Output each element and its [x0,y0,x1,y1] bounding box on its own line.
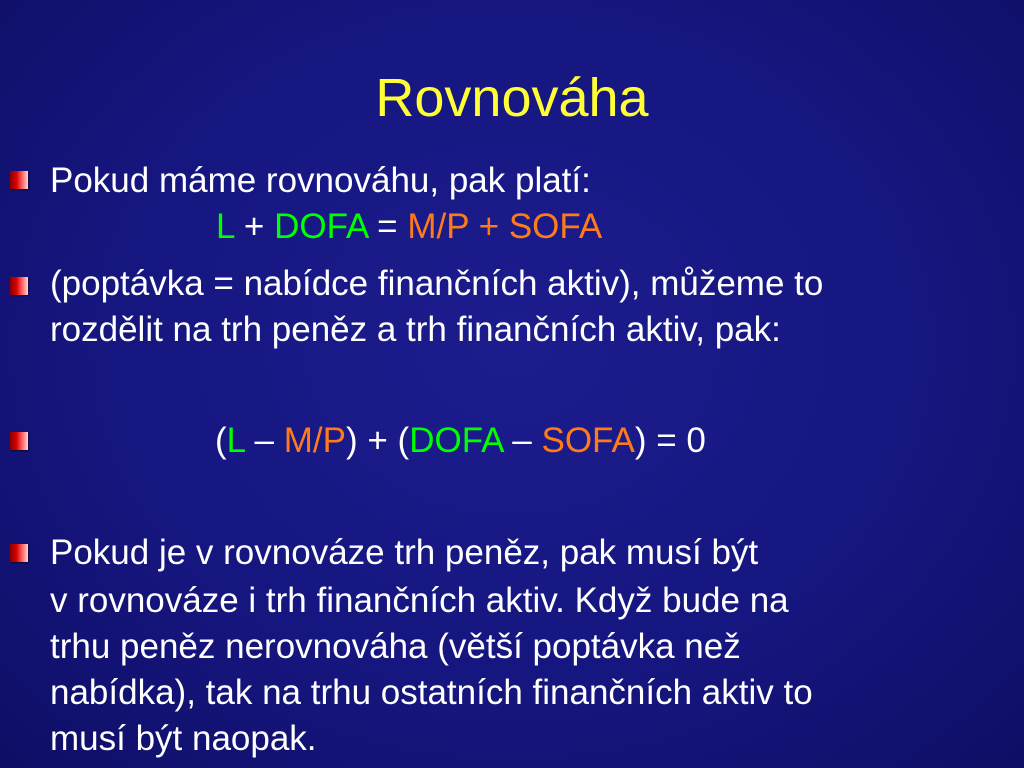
bullet-2-line-2: rozdělit na trh peněz a trh finančních aktiv, pak: [50,310,781,349]
bullet-4-line-1: Pokud je v rovnováze trh peněz, pak musí být [50,533,759,572]
eq2-close-1: ) [345,421,358,460]
eq2-mp: M/P [283,421,346,460]
eq1-sofa: SOFA [508,207,603,246]
bullet-marker-1 [10,171,28,189]
eq1-plus-2: + [468,207,509,246]
bullet-marker-3 [10,432,28,450]
eq2-dofa: DOFA [409,421,503,460]
eq2-sofa: SOFA [541,421,635,460]
eq2-minus-2: – [502,421,542,460]
eq2-minus-1: – [244,421,284,460]
eq2-l: L [226,421,245,460]
bullet-4-line-3: trhu peněz nerovnováha (větší poptávka než [50,627,741,666]
equation-1 [216,207,602,246]
bullet-marker-2 [10,277,28,295]
bullet-4-line-2: v rovnováze i trh finančních aktiv. Když bude na [50,581,789,620]
eq1-mp: M/P [407,207,469,246]
eq2-open-1: ( [215,421,227,460]
eq2-tail: = 0 [646,421,706,460]
eq1-l: L [216,207,235,246]
slide-title: Rovnováha [375,68,649,128]
eq2-close-2: ) [634,421,647,460]
eq1-equals: = [367,207,408,246]
bullet-4-line-5: musí být naopak. [50,719,317,758]
bullet-2-line-1: (poptávka = nabídce finančních aktiv), můžeme to [50,264,824,303]
eq2-plus: + [357,421,398,460]
eq2-open-2: ( [397,421,410,460]
equation-2 [215,421,706,460]
eq1-plus: + [234,207,275,246]
bullet-marker-4 [10,544,28,562]
eq1-dofa: DOFA [274,207,368,246]
bullet-4-line-4: nabídka), tak na trhu ostatních finančních aktiv to [50,673,813,712]
bullet-1-text: Pokud máme rovnováhu, pak platí: [50,161,591,200]
